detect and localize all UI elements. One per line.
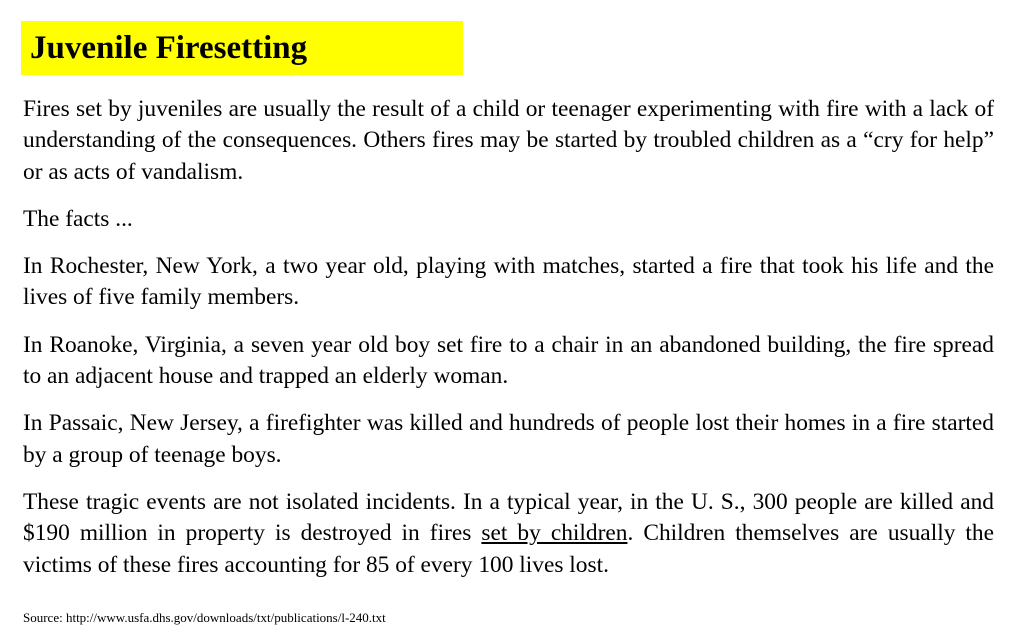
title-highlight-box xyxy=(21,21,463,75)
tragic-text-after: . Children themselves are usually the victims of these fires accounting for 85 of every 100 lives lost. xyxy=(23,520,994,578)
intro-paragraph: Fires set by juveniles are usually the result of a child or teenager experimenting with fire with a lack of understanding of the consequences. Others fires may be started by troubled children as a “cry for help” or as acts of vandalism. xyxy=(23,96,994,185)
passaic-paragraph: In Passaic, New Jersey, a firefighter was killed and hundreds of people lost their homes in a fire started by a group of teenage boys. xyxy=(23,410,994,468)
rochester-paragraph: In Rochester, New York, a two year old, playing with matches, started a fire that took his life and the lives of five family members. xyxy=(23,253,994,311)
roanoke-paragraph: In Roanoke, Virginia, a seven year old boy set fire to a chair in an abandoned building, the fire spread to an adjacent house and trapped an elderly woman. xyxy=(23,331,994,390)
tragic-events-paragraph xyxy=(23,487,994,581)
page-title: Juvenile Firesetting xyxy=(30,30,308,66)
facts-heading: The facts ... xyxy=(23,205,133,232)
set-by-children-link[interactable]: set by children xyxy=(481,520,628,547)
body-content xyxy=(23,94,994,597)
tragic-text-before: These tragic events are not isolated incidents. In a typical year, in the U. S., 300 people are killed and $190 million in property is destroyed in fires xyxy=(23,488,994,547)
source-citation: Source: http://www.usfa.dhs.gov/downloads/txt/publications/l-240.txt xyxy=(23,610,386,625)
